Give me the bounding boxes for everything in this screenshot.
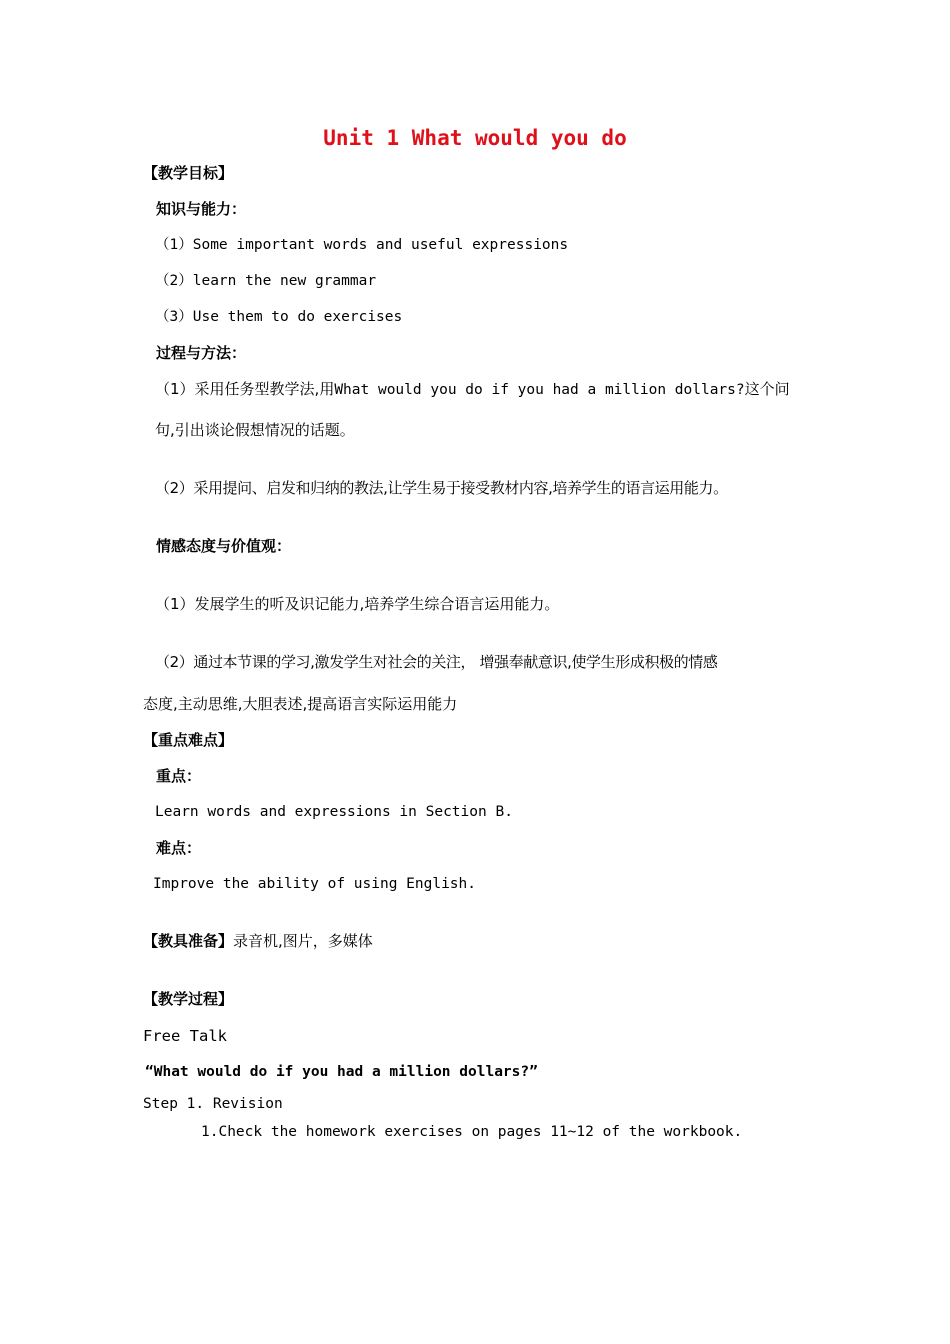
key-points-heading: 【重点难点】 (143, 731, 234, 749)
knowledge-heading: 知识与能力： (156, 200, 247, 218)
key-text: Learn words and expressions in Section B. (155, 804, 513, 820)
objectives-heading: 【教学目标】 (143, 164, 234, 182)
process-item-2: （2）采用提问、启发和归纳的教法,让学生易于接受教材内容,培养学生的语言运用能力。 (155, 479, 728, 497)
step-1-item-1: 1.Check the homework exercises on pages 11~12 of the workbook. (201, 1124, 743, 1140)
knowledge-item-3: （3）Use them to do exercises (155, 309, 403, 325)
knowledge-item-2: （2）learn the new grammar (155, 273, 377, 289)
document-title: Unit 1 What would you do (323, 126, 627, 150)
step-1-heading: Step 1. Revision (143, 1096, 283, 1112)
process-item-1-question: What would you do if you had a million dollars? (334, 382, 745, 398)
process-item-1-line-2: 句,引出谈论假想情况的话题。 (155, 421, 355, 439)
free-talk-question: “What would do if you had a million dollars?” (145, 1064, 538, 1080)
attitude-item-2-line-2: 态度,主动思维,大胆表述,提高语言实际运用能力 (143, 695, 458, 713)
attitude-item-2-line-1: （2）通过本节课的学习,激发学生对社会的关注， 增强奉献意识,使学生形成积极的情感 (155, 653, 718, 671)
attitude-item-1: （1）发展学生的听及识记能力,培养学生综合语言运用能力。 (155, 595, 560, 613)
free-talk-label: Free Talk (143, 1027, 227, 1045)
tools-text: 录音机,图片，多媒体 (233, 932, 373, 950)
knowledge-item-1: （1）Some important words and useful expressions (155, 237, 569, 253)
difficult-heading: 难点： (156, 839, 202, 857)
tools-heading: 【教具准备】 (143, 932, 234, 950)
tools-line (143, 931, 373, 951)
difficult-text: Improve the ability of using English. (153, 876, 477, 892)
key-heading: 重点： (156, 767, 202, 785)
process-item-1-line-1 (155, 379, 790, 400)
attitude-heading: 情感态度与价值观： (156, 537, 292, 555)
procedure-heading: 【教学过程】 (143, 990, 234, 1008)
process-item-1-suffix: 这个问 (744, 380, 790, 398)
process-item-1-prefix: （1）采用任务型教学法,用 (155, 380, 335, 398)
process-heading: 过程与方法： (156, 344, 247, 362)
